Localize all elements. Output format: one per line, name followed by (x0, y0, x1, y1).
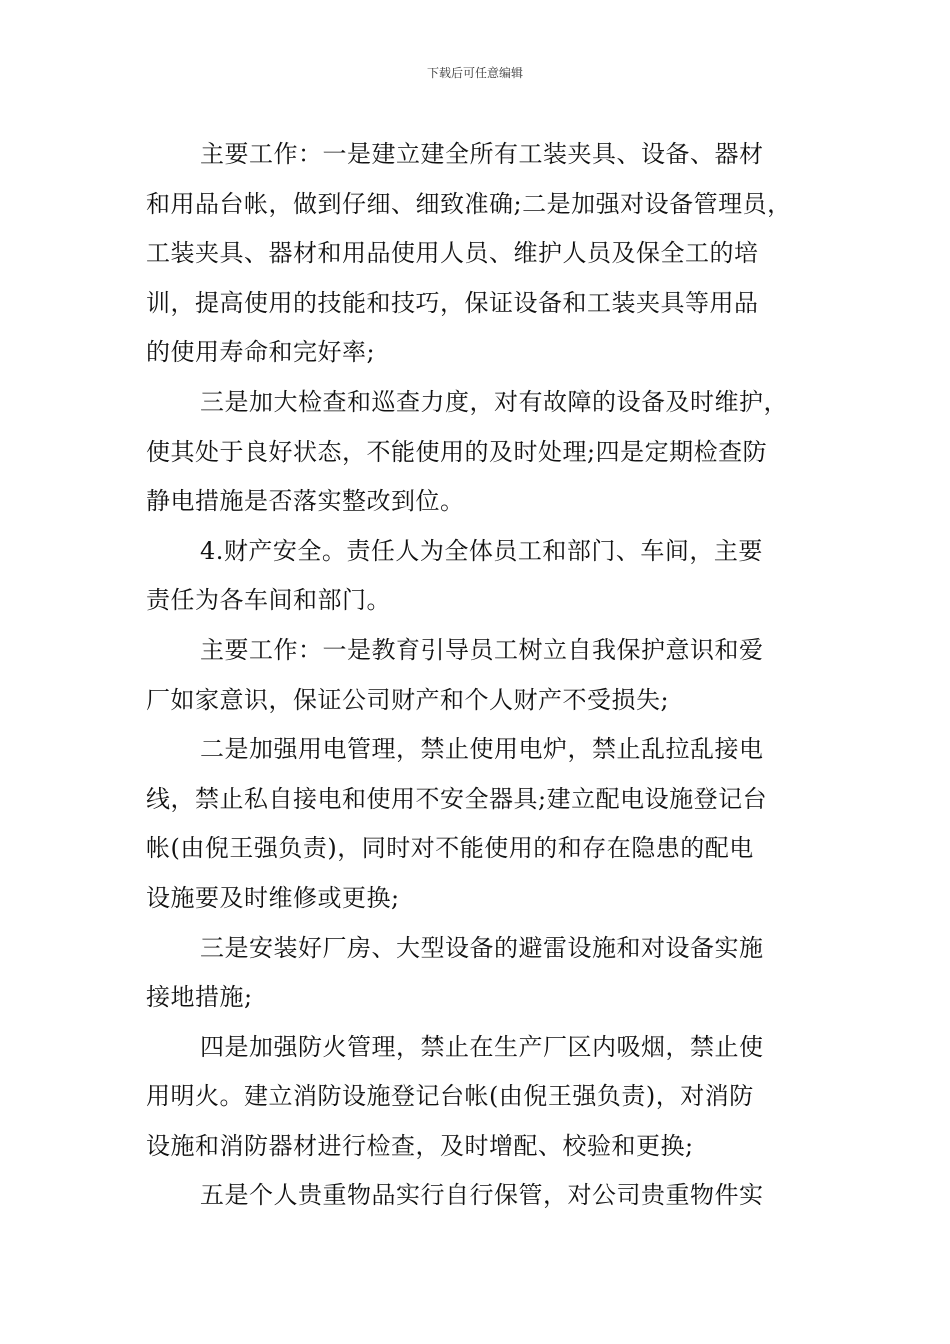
text-line: 和用品台帐，做到仔细、细致准确;二是加强对设备管理员， (146, 189, 792, 218)
text-line: 三是加大检查和巡查力度，对有故障的设备及时维护， (200, 387, 788, 416)
text-line: 主要工作：一是建立建全所有工装夹具、设备、器材 (200, 140, 764, 168)
text-line: 用明火。建立消防设施登记台帐(由倪王强负责)，对消防 (146, 1082, 754, 1111)
text-line: 责任为各车间和部门。 (146, 586, 391, 615)
text-line: 五是个人贵重物品实行自行保管，对公司贵重物件实 (200, 1181, 764, 1210)
text-line: 静电措施是否落实整改到位。 (146, 487, 465, 516)
text-line: 三是安装好厂房、大型设备的避雷设施和对设备实施 (200, 933, 764, 962)
text-line: 设施和消防器材进行检查，及时增配、校验和更换; (146, 1131, 694, 1160)
text-line: 线，禁止私自接电和使用不安全器具;建立配电设施登记台 (146, 784, 768, 813)
text-line: 训，提高使用的技能和技巧，保证设备和工装夹具等用品 (146, 288, 759, 317)
text-line: 厂如家意识，保证公司财产和个人财产不受损失; (146, 685, 670, 714)
text-line: 帐(由倪王强负责)，同时对不能使用的和存在隐患的配电 (146, 834, 754, 863)
text-line: 4.财产安全。责任人为全体员工和部门、车间，主要 (200, 536, 763, 565)
header-note: 下载后可任意编辑 (426, 66, 523, 80)
text-line: 二是加强用电管理，禁止使用电炉，禁止乱拉乱接电 (200, 735, 764, 764)
text-line: 四是加强防火管理，禁止在生产厂区内吸烟，禁止使 (200, 1032, 764, 1061)
text-line: 接地措施; (146, 983, 253, 1012)
document-body (146, 130, 810, 1221)
text-line: 使其处于良好状态，不能使用的及时处理;四是定期检查防 (146, 437, 768, 466)
text-line: 主要工作：一是教育引导员工树立自我保护意识和爱 (200, 635, 764, 664)
text-line: 设施要及时维修或更换; (146, 883, 400, 912)
text-line: 工装夹具、器材和用品使用人员、维护人员及保全工的培 (146, 239, 759, 268)
text-line: 的使用寿命和完好率; (146, 338, 376, 367)
